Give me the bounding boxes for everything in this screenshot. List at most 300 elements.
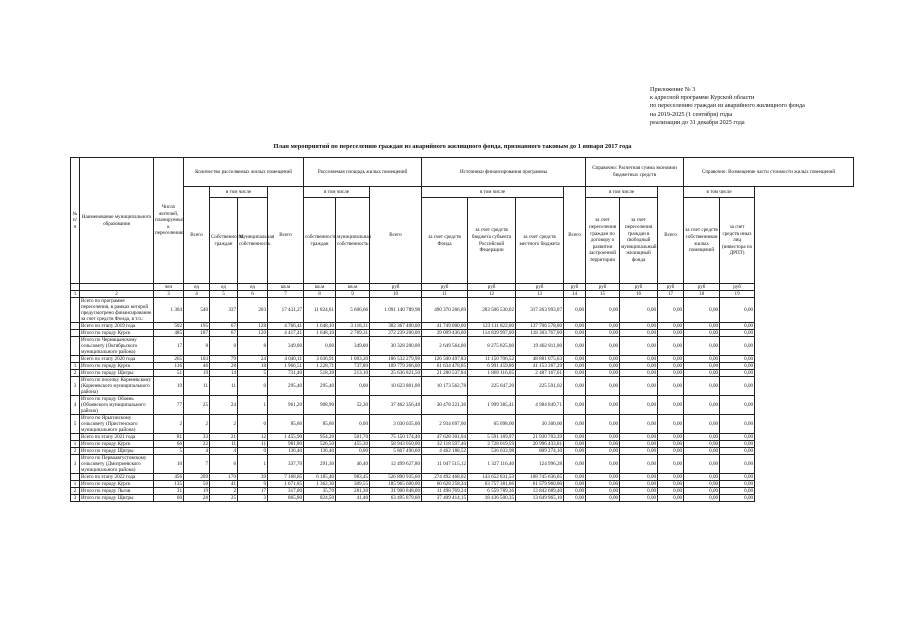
row-value: 0,00: [684, 356, 720, 363]
row-value: 85,60: [304, 415, 336, 434]
row-value: 317 263 993,07: [516, 298, 564, 323]
row-value: 11 150 706,52: [468, 356, 516, 363]
row-value: 0,00: [684, 474, 720, 481]
row-value: 17 431,27: [268, 298, 304, 323]
units-cell: кв.м: [336, 284, 370, 291]
row-value: 0,00: [620, 434, 658, 441]
row-value: 1 999 385,41: [468, 396, 516, 415]
row-value: 19: [184, 488, 210, 495]
row-value: 3 030 035,00: [370, 415, 422, 434]
row-value: 1 003,20: [336, 356, 370, 363]
row-value: 0,00: [564, 455, 586, 474]
row-value: 209: [184, 474, 210, 481]
row-value: 0,00: [564, 298, 586, 323]
row-value: 0,00: [564, 415, 586, 434]
row-value: 0,00: [720, 488, 755, 495]
row-value: 0,00: [620, 488, 658, 495]
header-calc-free: за счет переселения граждан в свободный муниципальный жилищный фонда: [620, 198, 658, 284]
row-value: 60: [154, 495, 184, 502]
row-value: 0,00: [658, 441, 684, 448]
row-value: 0,00: [336, 415, 370, 434]
row-number: [71, 323, 80, 330]
row-value: 0,00: [586, 481, 620, 488]
row-value: 502: [154, 323, 184, 330]
row-name: Итого по Первоавгустовскому сельсовету (Дмитриевского муниципального района): [80, 455, 154, 474]
row-value: 0,00: [586, 363, 620, 370]
row-value: 13 649 965,10: [516, 495, 564, 502]
row-value: 272 239 200,00: [370, 330, 422, 337]
row-value: 865,90: [268, 495, 304, 502]
row-value: 136,40: [304, 448, 336, 455]
row-value: 295,40: [304, 377, 336, 396]
table-row: [71, 363, 854, 370]
row-value: 1 304: [154, 298, 184, 323]
units-cell: руб: [422, 284, 468, 291]
row-value: 0,00: [586, 337, 620, 356]
row-value: 67: [210, 323, 238, 330]
row-value: 954,20: [304, 434, 336, 441]
row-value: 0: [238, 377, 268, 396]
row-value: 143 652 831,53: [468, 474, 516, 481]
row-value: 4 462 188,52: [422, 448, 468, 455]
index-cell: 5: [210, 291, 238, 298]
row-value: 48 881 075,63: [516, 356, 564, 363]
table-row: [71, 330, 854, 337]
row-value: 0,00: [586, 495, 620, 502]
row-value: 0,00: [586, 415, 620, 434]
row-value: 63 495 879,60: [370, 495, 422, 502]
row-value: 0,00: [564, 448, 586, 455]
row-value: 0,00: [720, 356, 755, 363]
header-ref-own: за счет средств собственников жилых помещений: [684, 198, 720, 284]
index-cell: 11: [422, 291, 468, 298]
row-value: 65 098,00: [468, 415, 516, 434]
row-value: 3 036,91: [304, 356, 336, 363]
units-cell: руб: [684, 284, 720, 291]
row-value: 455,30: [336, 441, 370, 448]
row-value: 0,00: [586, 441, 620, 448]
table-row: [71, 434, 854, 441]
row-value: 1: [238, 455, 268, 474]
row-value: 2: [154, 415, 184, 434]
row-value: 0,00: [620, 474, 658, 481]
header-area-incl: в том числе: [304, 187, 370, 198]
row-value: 8: [184, 337, 210, 356]
row-value: 5: [154, 448, 184, 455]
row-value: 17: [154, 337, 184, 356]
row-value: 274 492 468,02: [422, 474, 468, 481]
row-value: 2 649 564,00: [422, 337, 468, 356]
header-ref-incl: в том числе: [684, 187, 755, 198]
row-value: 0,00: [658, 377, 684, 396]
units-cell: ед: [184, 284, 210, 291]
row-value: 317,00: [268, 488, 304, 495]
row-value: 0,00: [620, 415, 658, 434]
index-cell: 1: [71, 291, 80, 298]
row-value: 0,00: [684, 481, 720, 488]
row-value: 0,00: [586, 370, 620, 377]
row-number: 1: [71, 481, 80, 488]
row-value: 31 900 848,00: [370, 488, 422, 495]
row-value: 6 185,40: [304, 474, 336, 481]
row-value: 518,30: [304, 370, 336, 377]
row-value: 0: [238, 415, 268, 434]
row-value: 5 606,66: [336, 298, 370, 323]
row-value: 0,00: [720, 337, 755, 356]
row-name: Итого по городу Льгов: [80, 488, 154, 495]
row-value: 30 328 200,00: [370, 337, 422, 356]
row-value: 0,00: [620, 396, 658, 415]
row-value: 136,40: [268, 448, 304, 455]
row-number: [71, 474, 80, 481]
row-value: 61 634 478,85: [422, 363, 468, 370]
index-cell: 17: [658, 291, 684, 298]
row-value: 0,00: [658, 448, 684, 455]
row-name: Итого по городу Щигры: [80, 495, 154, 502]
row-value: 37 462 356,48: [370, 396, 422, 415]
row-value: 0,00: [586, 434, 620, 441]
row-value: 21 280 537,84: [422, 370, 468, 377]
resettlement-table: [70, 157, 854, 502]
row-value: 731,40: [268, 370, 304, 377]
header-num: № п/п: [71, 158, 80, 284]
header-calc-incl: в том числе: [586, 187, 658, 198]
header-rooms-total: Всего: [184, 187, 210, 284]
row-value: 0,00: [586, 330, 620, 337]
row-value: 281,30: [336, 488, 370, 495]
row-value: 60 628 258,34: [422, 481, 468, 488]
header-rooms-own: Собственность граждан: [210, 198, 238, 284]
table-row: [71, 481, 854, 488]
row-value: 0,00: [684, 370, 720, 377]
header-rooms-group: Количество расселяемых жилых помещений: [184, 158, 304, 187]
row-value: 25 636 821,50: [370, 370, 422, 377]
row-value: 0,00: [658, 323, 684, 330]
row-value: 39 099 436,00: [422, 330, 468, 337]
row-number: 2: [71, 448, 80, 455]
row-name: Итого по городу Курск: [80, 330, 154, 337]
index-cell: 4: [184, 291, 210, 298]
units-cell: ед: [238, 284, 268, 291]
row-value: 0,00: [720, 455, 755, 474]
header-calc-dogovor: за счет переселения граждан по договору о развитии застроенной территории: [586, 198, 620, 284]
row-value: 8: [238, 337, 268, 356]
table-body: [71, 284, 854, 502]
row-number: [71, 337, 80, 356]
row-value: 0,00: [620, 323, 658, 330]
row-value: 1: [238, 396, 268, 415]
row-value: 5 807 496,60: [370, 448, 422, 455]
row-value: 0,00: [684, 330, 720, 337]
row-value: 0,00: [564, 481, 586, 488]
row-value: 0,00: [564, 434, 586, 441]
row-value: 0,00: [684, 363, 720, 370]
header-area-total: Всего: [268, 187, 304, 284]
row-name: Итого по городу Курск: [80, 481, 154, 488]
row-name: Всего по этапу 2019 года: [80, 323, 154, 330]
row-value: 28: [210, 363, 238, 370]
row-value: 0,00: [684, 415, 720, 434]
row-value: 137 706 578,00: [516, 323, 564, 330]
row-value: 0,00: [720, 330, 755, 337]
row-number: [71, 330, 80, 337]
row-value: 225 591,02: [516, 377, 564, 396]
row-value: 47 628 301,04: [422, 434, 468, 441]
units-cell: руб: [658, 284, 684, 291]
row-value: 66: [154, 441, 184, 448]
row-value: 1 362,30: [304, 481, 336, 488]
row-value: 540: [184, 298, 210, 323]
row-value: 0,00: [720, 474, 755, 481]
row-value: 124 996,28: [516, 455, 564, 474]
row-value: 0,00: [684, 495, 720, 502]
row-value: 170: [210, 474, 238, 481]
row-value: 10 173 562,78: [422, 377, 468, 396]
row-name: Итого по городу Щигры: [80, 448, 154, 455]
row-value: 3 118,31: [336, 323, 370, 330]
row-value: 108 745 636,05: [516, 474, 564, 481]
row-value: 1 327 116,40: [468, 455, 516, 474]
row-value: 0,00: [720, 441, 755, 448]
row-value: 0,00: [720, 495, 755, 502]
header-fin-local: за счет средств местного бюджета: [516, 198, 564, 284]
appendix-line-3: по переселению граждан из аварийного жилищного фонда: [650, 102, 805, 110]
index-cell: 16: [620, 291, 658, 298]
header-calc-total: Всего: [564, 187, 586, 284]
row-value: 20 996 433,01: [516, 441, 564, 448]
row-value: 203: [238, 298, 268, 323]
row-value: 11 498 769,24: [422, 488, 468, 495]
row-value: 0,00: [564, 363, 586, 370]
row-number: [71, 434, 80, 441]
row-value: 0,00: [720, 415, 755, 434]
index-cell: 7: [268, 291, 304, 298]
row-value: 11: [210, 377, 238, 396]
row-number: 4: [71, 396, 80, 415]
row-value: 1 966,51: [268, 363, 304, 370]
header-residents: Число жителей, планируемых к переселению: [154, 158, 184, 284]
header-rooms-incl: в том числе: [210, 187, 268, 198]
row-value: 35,70: [304, 488, 336, 495]
row-value: 0,00: [658, 434, 684, 441]
row-number: 5: [71, 415, 80, 434]
row-value: 41,40: [336, 495, 370, 502]
row-value: 32 118 597,40: [422, 441, 468, 448]
row-value: 4 040,11: [268, 356, 304, 363]
row-value: 0,00: [586, 396, 620, 415]
row-value: 337: [210, 298, 238, 323]
row-value: 28: [184, 495, 210, 502]
index-cell: 2: [80, 291, 154, 298]
row-value: 1 091 140 789,98: [370, 298, 422, 323]
row-value: 0,00: [720, 377, 755, 396]
row-value: 0,00: [564, 441, 586, 448]
row-value: 50: [184, 481, 210, 488]
row-value: 265: [154, 356, 184, 363]
table-row: [71, 377, 854, 396]
table-row: [71, 415, 854, 434]
row-value: 0,00: [586, 448, 620, 455]
row-value: 456: [154, 474, 184, 481]
row-value: 41 749 000,00: [422, 323, 468, 330]
row-value: 0,00: [720, 370, 755, 377]
row-value: 0,00: [586, 455, 620, 474]
row-value: 501,70: [336, 434, 370, 441]
row-value: 25: [210, 495, 238, 502]
row-value: 0,00: [620, 448, 658, 455]
table-row: [71, 337, 854, 356]
row-name: Всего по этапу 2022 года: [80, 474, 154, 481]
row-value: 5 591 169,97: [468, 434, 516, 441]
row-value: 0,00: [684, 298, 720, 323]
row-value: 25: [184, 396, 210, 415]
row-number: 3: [71, 377, 80, 396]
row-name: Итого по поселку Кореневскому (Кореневского муниципального района): [80, 377, 154, 396]
row-value: 22: [184, 441, 210, 448]
header-name: Наименование муниципального образования: [80, 158, 154, 284]
row-value: 30 300,00: [516, 415, 564, 434]
row-value: 33: [184, 434, 210, 441]
row-value: 31: [154, 488, 184, 495]
row-value: 58 943 050,00: [370, 441, 422, 448]
row-value: 0,00: [658, 481, 684, 488]
row-number: 3: [71, 495, 80, 502]
row-value: 2 769,31: [336, 330, 370, 337]
row-value: 0,00: [564, 377, 586, 396]
row-value: 109 779 266,00: [370, 363, 422, 370]
row-value: 4: [210, 448, 238, 455]
row-value: 0,00: [658, 356, 684, 363]
table-row: [71, 370, 854, 377]
index-cell: 14: [564, 291, 586, 298]
table-row: [71, 323, 854, 330]
row-value: 0,00: [720, 298, 755, 323]
row-value: 186 532 279,98: [370, 356, 422, 363]
row-value: 185 965 600,00: [370, 481, 422, 488]
row-value: 0,00: [620, 441, 658, 448]
row-value: 981,80: [268, 441, 304, 448]
header-rooms-municipal: Муниципальная собственность: [238, 198, 268, 284]
row-value: 3 728 019,59: [468, 441, 516, 448]
header-fin-incl: в том числе: [422, 187, 564, 198]
row-value: 24: [238, 356, 268, 363]
row-number: [71, 356, 80, 363]
table-row: [71, 455, 854, 474]
index-cell: 12: [468, 291, 516, 298]
row-value: 128: [238, 323, 268, 330]
row-value: 19 402 811,00: [516, 337, 564, 356]
units-cell: ед: [210, 284, 238, 291]
row-value: 0,00: [720, 448, 755, 455]
row-value: 0,00: [620, 481, 658, 488]
row-value: 10 623 801,00: [370, 377, 422, 396]
row-value: 79: [210, 356, 238, 363]
row-value: 0,00: [684, 337, 720, 356]
row-value: 283 506 530,02: [468, 298, 516, 323]
row-value: 0,00: [658, 330, 684, 337]
row-value: 41 153 267,29: [516, 363, 564, 370]
index-cell: 15: [586, 291, 620, 298]
row-value: 824,50: [304, 495, 336, 502]
row-value: 30 478 221,36: [422, 396, 468, 415]
row-value: 295,40: [268, 377, 304, 396]
row-value: 526 890 935,60: [370, 474, 422, 481]
row-value: 11 047 515,12: [422, 455, 468, 474]
row-value: 11 824,61: [304, 298, 336, 323]
row-value: 4 984 849,71: [516, 396, 564, 415]
header-calc-group: Справочно: Расчетная сумма экономии бюджетных средств: [586, 158, 684, 187]
index-cell: 10: [370, 291, 422, 298]
table-row: [71, 396, 854, 415]
units-cell: руб: [516, 284, 564, 291]
units-cell: руб: [370, 284, 422, 291]
row-value: 135: [154, 481, 184, 488]
row-value: 0,00: [564, 330, 586, 337]
row-value: 983,45: [336, 474, 370, 481]
row-value: 21: [210, 434, 238, 441]
row-value: 908,90: [304, 396, 336, 415]
row-value: 0,00: [720, 481, 755, 488]
row-value: 0,00: [336, 448, 370, 455]
row-value: 0,00: [684, 377, 720, 396]
row-value: 195: [184, 323, 210, 330]
row-value: 4: [184, 448, 210, 455]
row-value: 4 766,41: [268, 323, 304, 330]
row-value: 2: [184, 415, 210, 434]
row-value: 0,00: [720, 323, 755, 330]
row-value: 0,00: [684, 448, 720, 455]
row-value: 0,00: [658, 370, 684, 377]
row-value: 0,00: [684, 488, 720, 495]
index-cell: 13: [516, 291, 564, 298]
row-value: 0,00: [620, 495, 658, 502]
header-area-group: Расселяемая площадь жилых помещений: [304, 158, 422, 187]
row-value: 24: [210, 396, 238, 415]
row-value: 11: [210, 441, 238, 448]
header-ref-total: Всего: [658, 187, 684, 284]
row-value: 11: [184, 377, 210, 396]
appendix-line-2: к адресной программе Курской области: [650, 94, 755, 102]
row-value: 0,00: [720, 363, 755, 370]
row-value: 114 839 997,00: [468, 330, 516, 337]
table-row: [71, 356, 854, 363]
row-value: 5: [238, 370, 268, 377]
row-value: 1 671,85: [268, 481, 304, 488]
row-value: 1 869 116,05: [468, 370, 516, 377]
units-row: [71, 284, 854, 291]
row-number: 1: [71, 363, 80, 370]
row-value: 120: [238, 330, 268, 337]
row-value: 0,00: [586, 488, 620, 495]
row-value: 46: [184, 363, 210, 370]
row-value: 0,00: [658, 474, 684, 481]
index-cell: 6: [238, 291, 268, 298]
row-value: 0,00: [564, 488, 586, 495]
row-name: Всего по этапу 2020 года: [80, 356, 154, 363]
index-row: [71, 291, 854, 298]
row-value: 961,20: [268, 396, 304, 415]
header-ref-other: за счет средств иных лиц (инвестора по ДРПТ): [720, 198, 755, 284]
row-value: 0,00: [620, 298, 658, 323]
table-row: [71, 298, 854, 323]
row-value: 0,00: [658, 495, 684, 502]
units-cell: чел: [154, 284, 184, 291]
row-value: 17: [238, 488, 268, 495]
row-value: 0,00: [720, 396, 755, 415]
row-value: 302 367 400,00: [370, 323, 422, 330]
row-value: 0,00: [620, 363, 658, 370]
row-value: 1 228,71: [304, 363, 336, 370]
